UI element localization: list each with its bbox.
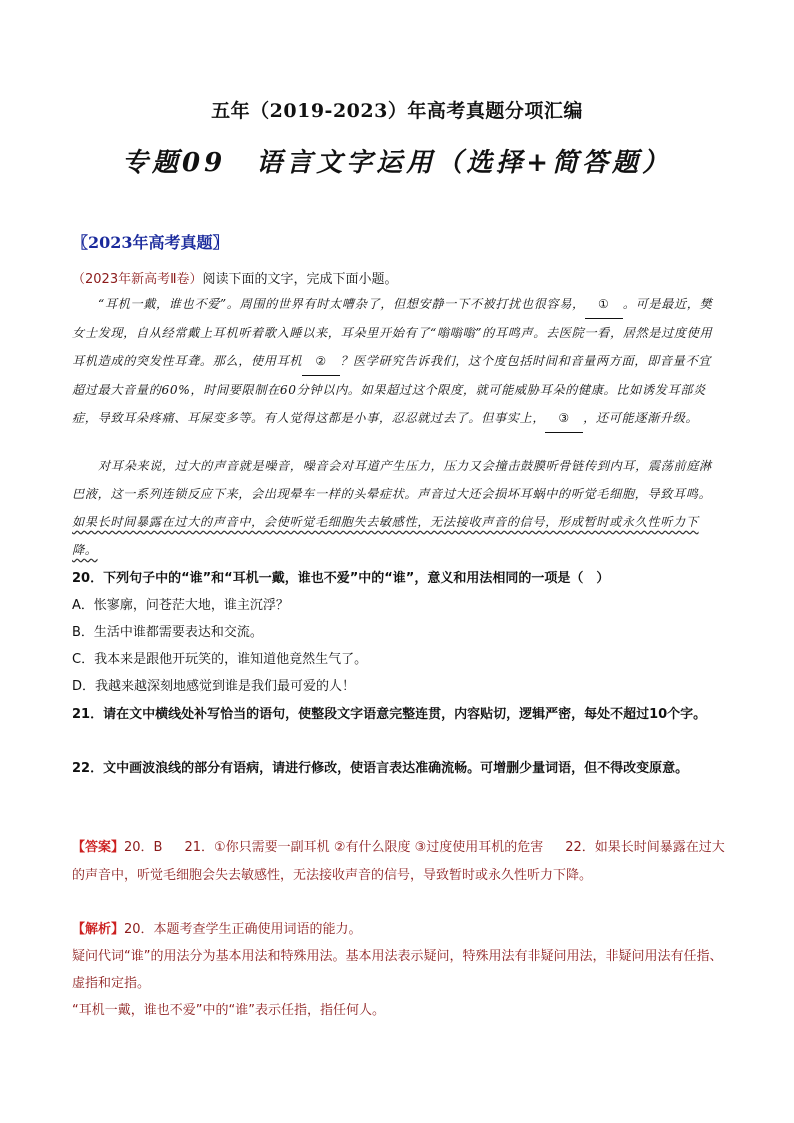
question-21: 21．请在文中横线处补写恰当的语句，使整段文字语意完整连贯，内容贴切，逻辑严密，每处不超过10个字。 <box>72 707 707 722</box>
passage-text: ？医学研究告诉我们，这个度包括时间和音量两方面，即音量不宜超过最大音量的60%，时间要限制在60分钟以内。如果超过这个限度，就可能威胁耳朵的健康。比如诱发耳部炎症，导致耳朵疼痛、耳屎变多等。有人觉得这都是小事，忍忍就过去了。但事实上， <box>72 354 712 425</box>
question-source: （2023年新高考Ⅱ卷） <box>72 272 203 287</box>
answer-20: 20．B <box>124 840 163 855</box>
intro-text: 阅读下面的文字，完成下面小题。 <box>202 272 398 287</box>
option-a: A．怅寥廓，问苍茫大地，谁主沉浮？ <box>72 598 289 613</box>
document-subtitle: 专题09 语言文字运用（选择+简答题） <box>122 148 672 178</box>
answer-21: 21．①你只需要一副耳机 ②有什么限度 ③过度使用耳机的危害 <box>184 840 544 855</box>
answer-label: 【答案】 <box>72 840 125 855</box>
question-intro <box>72 268 398 287</box>
passage-text: 对耳朵来说，过大的声音就是噪音，噪音会对耳道产生压力，压力又会撞击鼓膜听骨链传到内耳，震荡前庭淋巴液，这一系列连锁反应下来，会出现晕车一样的头晕症状。声音过大还会损坏耳蜗中的听觉毛细胞，导致耳鸣。 <box>72 459 712 501</box>
blank-3: ③ <box>545 404 583 433</box>
document-title: 五年（2019-2023）年高考真题分项汇编 <box>211 100 583 122</box>
blank-2: ② <box>302 347 340 376</box>
passage-paragraph-2 <box>72 452 722 564</box>
wavy-underlined-sentence: 如果长时间暴露在过大的声音中，会使听觉毛细胞失去敏感性，无法接收声音的信号，形成暂时或永久性听力下降。 <box>72 515 699 557</box>
passage-text: 。可是最近，樊女士发现，自从经常戴上耳机听着歌入睡以来，耳朵里开始有了“嗡嗡嗡”的耳鸣声。去医院一看，居然是过度使用耳机造成的突发性耳聋。那么，使用耳机 <box>72 297 713 368</box>
answer-22: 22．如果长时间暴露在过大的声音中，听觉毛细胞会失去敏感性，无法接收声音的信号，导致暂时或永久性听力下降。 <box>72 840 725 883</box>
analysis-line-2: 疑问代词“谁”的用法分为基本用法和特殊用法。基本用法表示疑问，特殊用法有非疑问用法，非疑问用法有任指、虚指和定指。 <box>72 949 723 991</box>
passage-paragraph-1 <box>72 290 722 433</box>
option-b: B．生活中谁都需要表达和交流。 <box>72 625 263 640</box>
passage-text: “耳机一戴，谁也不爱”。周围的世界有时太嘈杂了，但想安静一下不被打扰也很容易， <box>98 297 585 311</box>
option-d: D．我越来越深刻地感觉到谁是我们最可爱的人！ <box>72 679 356 694</box>
blank-1: ① <box>585 290 623 319</box>
passage-text: ，还可能逐渐升级。 <box>583 411 699 425</box>
option-c: C．我本来是跟他开玩笑的，谁知道他竟然生气了。 <box>72 652 368 667</box>
answer-block <box>72 834 732 890</box>
section-heading: 〖2023年高考真题〗 <box>72 233 229 252</box>
analysis-block <box>72 916 732 1024</box>
question-22: 22．文中画波浪线的部分有语病，请进行修改，使语言表达准确流畅。可增删少量词语，但不得改变原意。 <box>72 761 689 776</box>
question-20: 20．下列句子中的“谁”和“耳机一戴，谁也不爱”中的“谁”，意义和用法相同的一项是（ ） <box>72 571 610 586</box>
analysis-line-3: “耳机一戴，谁也不爱”中的“谁”表示任指，指任何人。 <box>72 1003 385 1018</box>
analysis-line-1: 20．本题考查学生正确使用词语的能力。 <box>124 922 362 937</box>
analysis-label: 【解析】 <box>72 922 125 937</box>
